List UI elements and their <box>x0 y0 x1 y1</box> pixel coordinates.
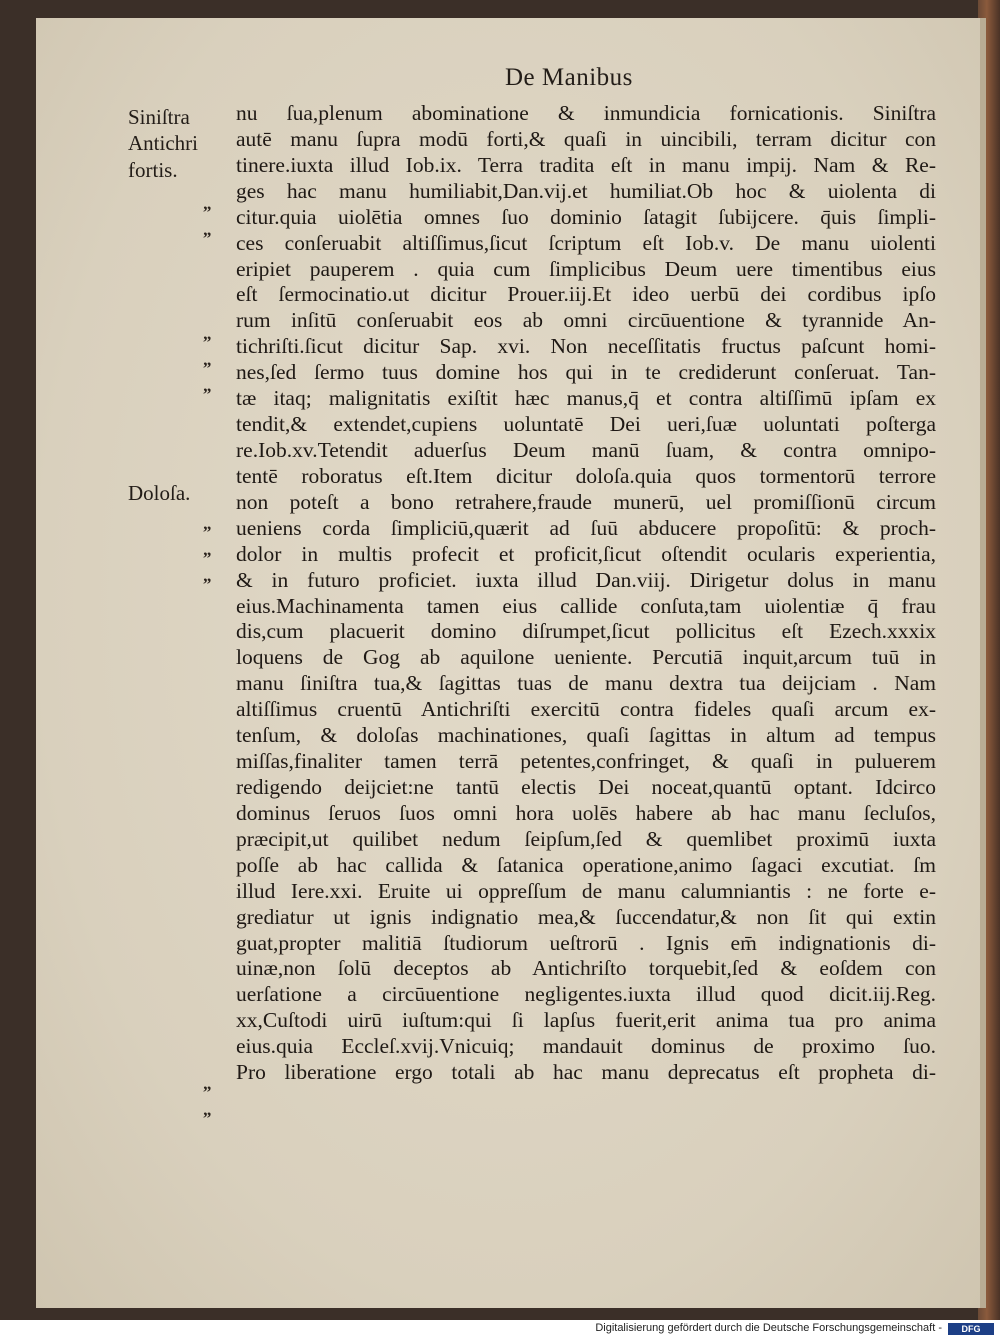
text-line: tentē roboratus eſt.Item dicitur doloſa.quia quos tormentorū terrore <box>236 463 936 488</box>
quote-mark: „ <box>203 350 212 369</box>
text-line: tinere.iuxta illud Iob.ix. Terra tradita eſt in manu impij. Nam & Re- <box>236 152 936 177</box>
text-line: loquens de Gog ab aquilone ueniente. Percutiā inquit,arcum tuū in <box>236 645 936 670</box>
footer-funding-text: Digitalisierung gefördert durch die Deutsche Forschungsgemeinschaft - <box>595 1322 942 1334</box>
text-line: dis,cum placuerit domino diſrumpet,ſicut pollicitus eſt Ezech.xxxix <box>236 619 936 644</box>
text-line: xx,Cuſtodi uirū iuſtum:qui ſi lapſus fuerit,erit anima tua pro anima <box>236 1008 936 1033</box>
text-line: Pro liberatione ergo totali ab hac manu deprecatus eſt propheta di- <box>236 1060 936 1085</box>
quote-mark: „ <box>203 194 212 213</box>
text-line: uinæ,non ſolū deceptos ab Antichriſto torquebit,ſed & eoſdem con <box>236 956 936 981</box>
text-line: poſſe ab hac callida & ſatanica operatione,animo ſagaci excutiat. ſm <box>236 852 936 877</box>
running-head: De Manibus <box>505 64 633 91</box>
marginal-note-sinistra: Siniſtra <box>128 105 190 129</box>
dfg-logo: DFG <box>948 1323 994 1335</box>
text-line: illud Iere.xxi. Eruite ui oppreſſum de manu calumniantis : ne forte e- <box>236 878 936 903</box>
marginal-note-fortis: fortis. <box>128 158 178 182</box>
text-line: citur.quia uiolētia omnes ſuo dominio ſatagit ſubijcere. q̄uis ſimpli- <box>236 204 936 229</box>
text-line: eius.Machinamenta tamen eius callide conſuta,tam uiolentiæ q̄ frau <box>236 593 936 618</box>
text-line: uerſatione a circūuentione negligentes.iuxta illud quod dicit.iij.Reg. <box>236 982 936 1007</box>
text-line: tenſum, & doloſas machinationes, quaſi ſagittas in altum ad tempus <box>236 723 936 748</box>
footer-bar <box>0 1320 1000 1339</box>
quote-mark: „ <box>203 1100 212 1119</box>
text-line: rum inſitū conſeruabit eos ab omni circūuentione & tyrannide An- <box>236 308 936 333</box>
text-line: ges hac manu humiliabit,Dan.vij.et humiliat.Ob hoc & uiolenta di <box>236 178 936 203</box>
text-line: ces conſeruabit altiſſimus,ſicut ſcriptum eſt Iob.v. De manu uiolenti <box>236 230 936 255</box>
text-line: eius.quia Eccleſ.xvij.Vnicuiq; mandauit dominus de proximo ſuo. <box>236 1034 936 1059</box>
quote-mark: „ <box>203 514 212 533</box>
text-line: redigendo deijciet:ne tantū electis Dei noceat,quantū optant. Idcirco <box>236 774 936 799</box>
text-line: re.Iob.xv.Tetendit aduerſus Deum manū ſuam, & contra omnipo- <box>236 437 936 462</box>
quote-mark: „ <box>203 1074 212 1093</box>
text-line: non poteſt a bono retrahere,fraude munerū, uel promiſſionū circum <box>236 489 936 514</box>
quote-mark: „ <box>203 540 212 559</box>
marginal-note-dolosa: Doloſa. <box>128 481 191 505</box>
marginal-note-antichri: Antichri <box>128 131 198 155</box>
text-line: grediatur ut ignis indignatio mea,& ſuccendatur,& non ſit qui extin <box>236 904 936 929</box>
text-line: dominus ſeruos ſuos omni hora uolēs habere ab hac manu ſecluſos, <box>236 800 936 825</box>
text-line: eripiet pauperem . quia cum ſimplicibus Deum uere timentibus eius <box>236 256 936 281</box>
text-line: miſſas,finaliter tamen terrā petentes,confringet, & quaſi in puluerem <box>236 749 936 774</box>
text-line: dolor in multis profecit et proficit,ſicut oſtendit ocularis experientia, <box>236 541 936 566</box>
text-line: præcipit,ut quilibet nedum ſeipſum,ſed & quemlibet proximū iuxta <box>236 826 936 851</box>
text-line: tendit,& extendet,cupiens uoluntatē Dei ueri,ſuæ uoluntati poſterga <box>236 412 936 437</box>
text-line: nes,ſed ſermo tuus domine hos qui in te crediderunt conſeruat. Tan- <box>236 360 936 385</box>
quote-mark: „ <box>203 376 212 395</box>
text-line: manu ſiniſtra tua,& ſagittas tuas de manu dextra tua deijciam . Nam <box>236 671 936 696</box>
text-line: guat,propter malitiā ſtudiorum ueſtrorū . Ignis em̄ indignationis di- <box>236 930 936 955</box>
text-line: autē manu ſupra modū forti,& quaſi in uincibili, terram dicitur con <box>236 126 936 151</box>
text-line: nu ſua,plenum abominatione & inmundicia fornicationis. Siniſtra <box>236 101 936 125</box>
main-text-block <box>236 101 936 1086</box>
text-line: altiſſimus cruentū Antichriſti exercitū contra fideles quaſi arcum ex- <box>236 697 936 722</box>
text-line: tichriſti.ſicut dicitur Sap. xvi. Non neceſſitatis fructus paſcunt homi- <box>236 334 936 359</box>
text-line: eſt ſermocinatio.ut dicitur Prouer.iij.Et ideo uerbū dei cordibus ipſo <box>236 282 936 307</box>
text-line: tæ itaq; malignitatis exiſtit hæc manus,q̄ et contra altiſſimū ipſam ex <box>236 386 936 411</box>
quote-mark: „ <box>203 324 212 343</box>
text-line: ueniens corda ſimpliciū,quærit ad ſuū abducere propoſitū: & proch- <box>236 515 936 540</box>
text-line: & in futuro proficiet. iuxta illud Dan.viij. Dirigetur dolus in manu <box>236 567 936 592</box>
quote-mark: „ <box>203 566 212 585</box>
quote-mark: „ <box>203 220 212 239</box>
